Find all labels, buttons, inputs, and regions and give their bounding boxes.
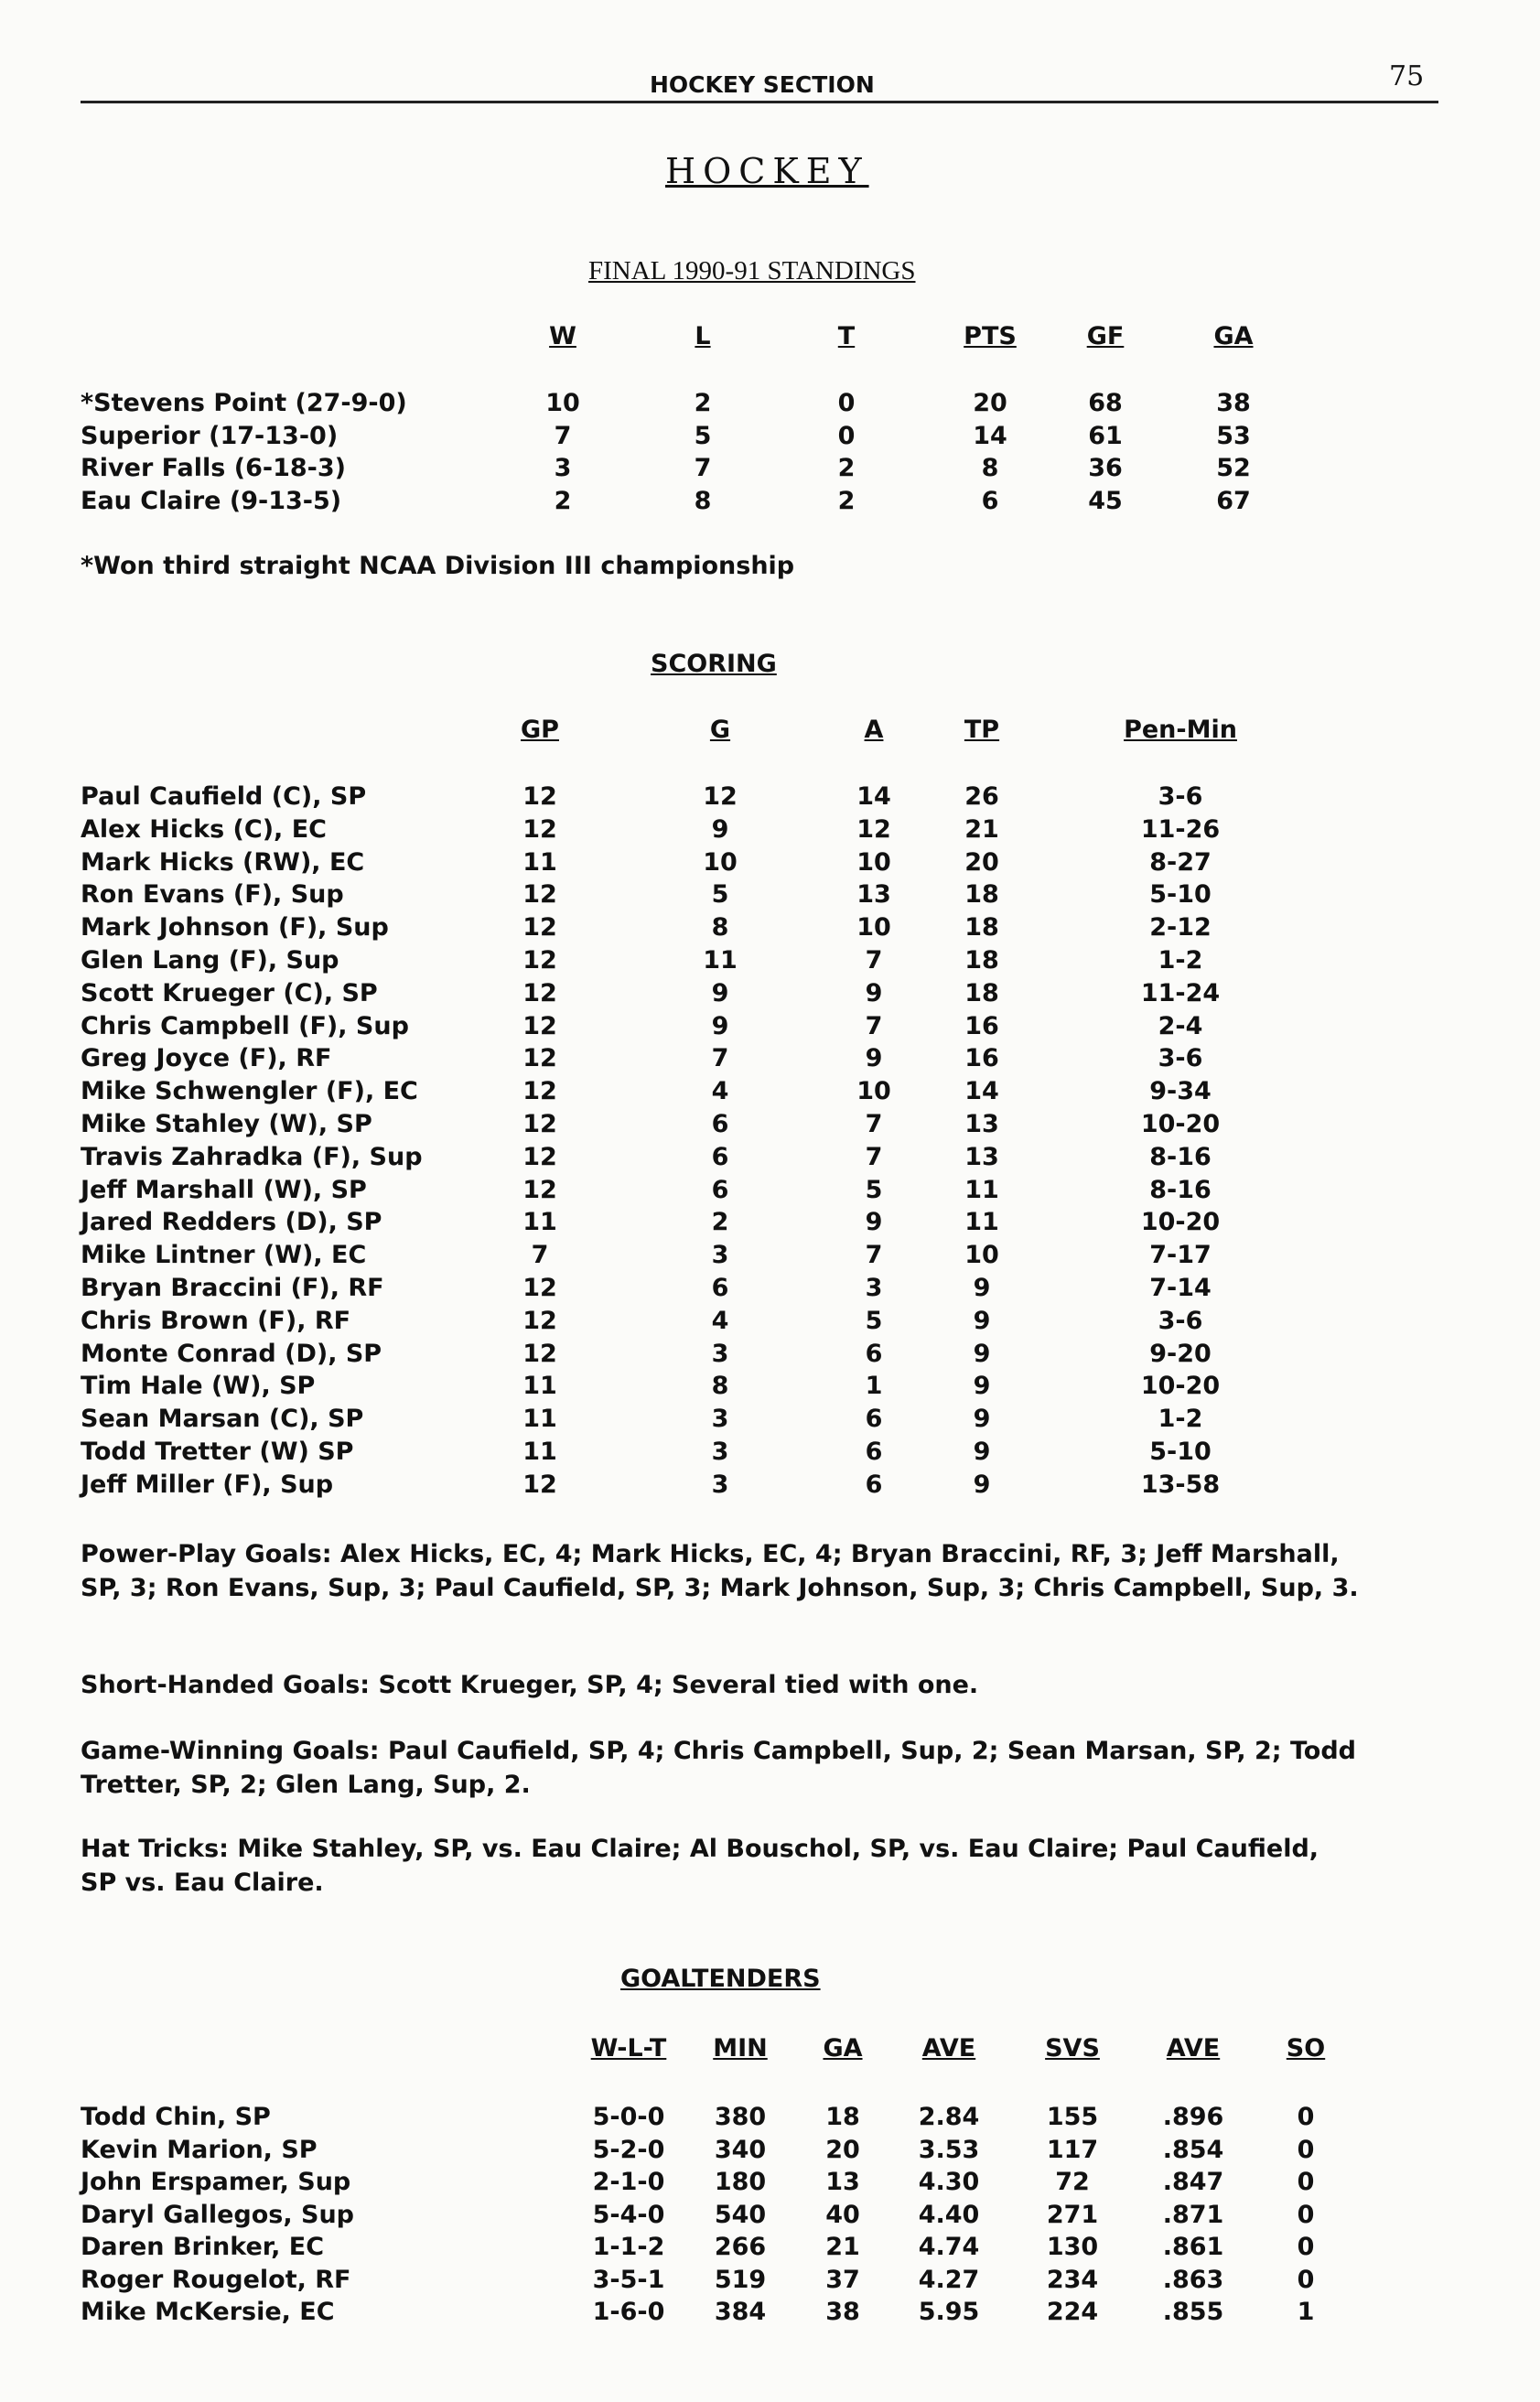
standings-footnote: *Won third straight NCAA Division III championship [81, 552, 795, 580]
goaltender-row-cell: 3.53 [918, 2135, 980, 2164]
scoring-row-cell: 7-14 [1149, 1274, 1212, 1302]
scoring-row-name: Mike Schwengler (F), EC [81, 1077, 418, 1106]
goaltender-row-cell: .863 [1162, 2265, 1224, 2294]
scoring-row-cell: 9 [973, 1405, 991, 1434]
scoring-row-cell: 5-10 [1149, 1438, 1212, 1466]
scoring-row-cell: 10-20 [1140, 1372, 1221, 1401]
scoring-row-cell: 5 [865, 1306, 883, 1335]
scoring-row-name: Mark Johnson (F), Sup [81, 913, 389, 942]
goaltender-row-cell: 224 [1046, 2298, 1099, 2326]
goaltender-row-cell: 266 [714, 2233, 767, 2261]
scoring-row-cell: 11 [522, 1208, 557, 1237]
scoring-row-cell: 8 [711, 913, 729, 942]
standings-row-cell: 8 [694, 486, 712, 515]
scoring-row-cell: 6 [865, 1470, 883, 1499]
page-title: HOCKEY [665, 151, 869, 191]
scoring-row-cell: 9-34 [1149, 1077, 1212, 1106]
goaltender-row-cell: 380 [714, 2103, 767, 2131]
goaltender-row-name: Mike McKersie, EC [81, 2298, 335, 2326]
standings-row-cell: 14 [973, 421, 1007, 450]
scoring-row-cell: 4 [711, 1306, 729, 1335]
scoring-row-cell: 8-16 [1149, 1142, 1212, 1171]
scoring-row-cell: 6 [865, 1438, 883, 1466]
scoring-row-cell: 14 [964, 1077, 999, 1106]
scoring-row-cell: 14 [856, 782, 891, 811]
scoring-row-cell: 11 [522, 847, 557, 877]
goaltender-row-cell: 340 [714, 2135, 767, 2164]
page-number: 75 [1389, 60, 1425, 92]
column-header: GA [1213, 322, 1254, 350]
scoring-row-name: Bryan Braccini (F), RF [81, 1274, 384, 1302]
goaltender-row-cell: 20 [825, 2135, 860, 2164]
goaltender-row-name: Daren Brinker, EC [81, 2233, 325, 2261]
scoring-row-name: Monte Conrad (D), SP [81, 1339, 382, 1368]
scoring-row-cell: 21 [964, 814, 999, 844]
scoring-row-cell: 13 [964, 1142, 999, 1171]
scoring-row-name: Scott Krueger (C), SP [81, 978, 378, 1007]
goaltenders-heading: GOALTENDERS [620, 1965, 821, 1993]
scoring-row-cell: 7 [865, 946, 883, 975]
scoring-row-cell: 4 [711, 1077, 729, 1106]
scoring-row-cell: 11 [522, 1438, 557, 1466]
scoring-row-cell: 12 [522, 1175, 557, 1204]
scoring-row-cell: 8-27 [1149, 847, 1212, 877]
scoring-row-cell: 7 [531, 1241, 549, 1270]
scoring-row-cell: 7-17 [1149, 1241, 1212, 1270]
scoring-row-cell: 3-6 [1158, 1306, 1203, 1335]
short-handed-goals: Short-Handed Goals: Scott Krueger, SP, 4; Several tied with one. [81, 1671, 979, 1699]
scoring-row-cell: 9 [711, 814, 729, 844]
scoring-row-cell: 9 [973, 1306, 991, 1335]
scoring-row-cell: 10 [856, 1077, 891, 1106]
goaltender-row-cell: .861 [1162, 2233, 1224, 2261]
standings-row-cell: 2 [837, 486, 856, 515]
goaltender-row-cell: 1 [1297, 2298, 1315, 2326]
goaltender-row-cell: .896 [1162, 2103, 1224, 2131]
scoring-row-cell: 10 [703, 847, 738, 877]
scoring-row-cell: 12 [522, 880, 557, 910]
scoring-row-cell: 9 [711, 1011, 729, 1040]
standings-row-cell: 2 [837, 454, 856, 482]
standings-row-name: Eau Claire (9-13-5) [81, 486, 342, 515]
goaltender-row-cell: 271 [1046, 2200, 1099, 2229]
column-header: T [837, 322, 856, 350]
scoring-row-cell: 6 [711, 1274, 729, 1302]
goaltender-row-cell: 72 [1055, 2168, 1090, 2196]
scoring-row-cell: 12 [522, 1011, 557, 1040]
scoring-row-cell: 3-6 [1158, 1044, 1203, 1073]
scoring-row-cell: 20 [964, 847, 999, 877]
scoring-row-cell: 5 [711, 880, 729, 910]
standings-row-cell: 53 [1216, 421, 1251, 450]
scoring-row-cell: 12 [522, 782, 557, 811]
goaltender-row-cell: 5-2-0 [592, 2135, 665, 2164]
scoring-row-cell: 26 [964, 782, 999, 811]
scoring-row-cell: 12 [522, 1142, 557, 1171]
scoring-row-cell: 10-20 [1140, 1110, 1221, 1138]
scoring-row-cell: 3 [865, 1274, 883, 1302]
column-header: GF [1086, 322, 1125, 350]
scoring-row-cell: 2-12 [1149, 913, 1212, 942]
goaltender-row-cell: 40 [825, 2200, 860, 2229]
scoring-row-cell: 12 [522, 946, 557, 975]
column-header: SO [1286, 2034, 1326, 2063]
goaltender-row-cell: 38 [825, 2298, 860, 2326]
goaltender-row-cell: 13 [825, 2168, 860, 2196]
scoring-row-cell: 12 [522, 913, 557, 942]
scoring-row-cell: 13 [856, 880, 891, 910]
standings-row-name: *Stevens Point (27-9-0) [81, 389, 407, 417]
scoring-row-cell: 12 [522, 978, 557, 1007]
goaltender-row-cell: 5.95 [918, 2298, 980, 2326]
goaltender-row-name: Daryl Gallegos, Sup [81, 2200, 355, 2229]
standings-row-cell: 7 [694, 454, 712, 482]
scoring-row-cell: 3 [711, 1470, 729, 1499]
scoring-row-name: Chris Campbell (F), Sup [81, 1011, 409, 1040]
power-play-goals: Power-Play Goals: Alex Hicks, EC, 4; Mark Hicks, EC, 4; Bryan Braccini, RF, 3; Jeff Marshall, SP, 3; Ron Evans, Sup, 3; Paul Caufield, SP, 3; Mark Johnson, Sup, 3; Chris Campbell, Sup, 3. [81, 1540, 1359, 1602]
scoring-row-cell: 2 [711, 1208, 729, 1237]
column-header: PTS [964, 322, 1017, 350]
scoring-row-cell: 9-20 [1149, 1339, 1212, 1368]
scoring-row-name: Paul Caufield (C), SP [81, 782, 367, 811]
goaltender-row-cell: 37 [825, 2265, 860, 2294]
header-rule [81, 101, 1438, 103]
scoring-row-name: Jared Redders (D), SP [81, 1208, 382, 1237]
scoring-row-cell: 11 [522, 1405, 557, 1434]
goaltender-row-cell: 384 [714, 2298, 767, 2326]
goaltender-row-cell: 4.74 [918, 2233, 980, 2261]
standings-row-cell: 68 [1088, 389, 1123, 417]
scoring-row-cell: 12 [522, 1044, 557, 1073]
goaltender-row-cell: 0 [1297, 2168, 1315, 2196]
scoring-row-cell: 8-16 [1149, 1175, 1212, 1204]
standings-row-cell: 36 [1088, 454, 1123, 482]
goaltender-row-cell: .871 [1162, 2200, 1224, 2229]
scoring-row-cell: 7 [865, 1142, 883, 1171]
standings-heading: FINAL 1990-91 STANDINGS [588, 256, 916, 285]
section-header: HOCKEY SECTION [650, 71, 875, 98]
scoring-row-cell: 11 [703, 946, 738, 975]
scoring-row-name: Mark Hicks (RW), EC [81, 847, 365, 877]
goaltender-row-cell: 1-1-2 [592, 2233, 665, 2261]
scoring-row-cell: 16 [964, 1044, 999, 1073]
scoring-row-cell: 9 [865, 1044, 883, 1073]
scoring-row-name: Travis Zahradka (F), Sup [81, 1142, 423, 1171]
standings-row-cell: 45 [1088, 486, 1123, 515]
scoring-row-cell: 10-20 [1140, 1208, 1221, 1237]
goaltender-row-cell: 519 [714, 2265, 767, 2294]
goaltender-row-cell: 21 [825, 2233, 860, 2261]
standings-row-name: Superior (17-13-0) [81, 421, 339, 450]
scoring-row-name: Jeff Miller (F), Sup [81, 1470, 334, 1499]
scoring-row-cell: 18 [964, 946, 999, 975]
column-header: GP [521, 716, 559, 744]
goaltender-row-cell: 117 [1046, 2135, 1099, 2164]
scoring-row-cell: 3-6 [1158, 782, 1203, 811]
scoring-row-cell: 8 [711, 1372, 729, 1401]
hat-tricks: Hat Tricks: Mike Stahley, SP, vs. Eau Claire; Al Bouschol, SP, vs. Eau Claire; Paul Caufield, SP vs. Eau Claire. [81, 1835, 1319, 1897]
scoring-row-cell: 11 [522, 1372, 557, 1401]
standings-row-cell: 10 [545, 389, 580, 417]
scoring-row-name: Mike Lintner (W), EC [81, 1241, 367, 1270]
scoring-row-name: Glen Lang (F), Sup [81, 946, 339, 975]
goaltender-row-cell: 130 [1046, 2233, 1099, 2261]
scoring-row-name: Alex Hicks (C), EC [81, 814, 327, 844]
scoring-row-name: Todd Tretter (W) SP [81, 1438, 354, 1466]
standings-row-cell: 2 [694, 389, 712, 417]
goaltender-row-cell: 3-5-1 [592, 2265, 665, 2294]
column-header: Pen-Min [1124, 716, 1237, 744]
goaltender-row-name: Kevin Marion, SP [81, 2135, 318, 2164]
standings-row-cell: 2 [554, 486, 572, 515]
standings-row-cell: 61 [1088, 421, 1123, 450]
standings-row-cell: 5 [694, 421, 712, 450]
scoring-row-cell: 5 [865, 1175, 883, 1204]
standings-row-cell: 20 [973, 389, 1007, 417]
scoring-row-cell: 10 [856, 847, 891, 877]
goaltender-row-cell: 0 [1297, 2200, 1315, 2229]
scoring-row-cell: 3 [711, 1339, 729, 1368]
scoring-row-cell: 3 [711, 1405, 729, 1434]
column-header: L [695, 322, 711, 350]
goaltender-row-cell: 540 [714, 2200, 767, 2229]
goaltender-row-cell: 155 [1046, 2103, 1099, 2131]
column-header: W [549, 322, 576, 350]
goaltender-row-cell: 2.84 [918, 2103, 980, 2131]
scoring-row-cell: 1-2 [1158, 1405, 1203, 1434]
scoring-row-cell: 12 [522, 1274, 557, 1302]
goaltender-row-name: Roger Rougelot, RF [81, 2265, 351, 2294]
standings-row-name: River Falls (6-18-3) [81, 454, 346, 482]
scoring-row-name: Chris Brown (F), RF [81, 1306, 351, 1335]
scoring-row-name: Mike Stahley (W), SP [81, 1110, 372, 1138]
goaltender-row-cell: 2-1-0 [592, 2168, 665, 2196]
goaltender-row-cell: 4.27 [918, 2265, 980, 2294]
goaltender-row-cell: .855 [1162, 2298, 1224, 2326]
scoring-row-cell: 6 [711, 1110, 729, 1138]
column-header: SVS [1045, 2034, 1100, 2063]
scoring-row-name: Ron Evans (F), Sup [81, 880, 344, 910]
scoring-row-cell: 7 [865, 1241, 883, 1270]
scoring-row-cell: 12 [856, 814, 891, 844]
scoring-row-cell: 18 [964, 880, 999, 910]
goaltender-row-cell: 0 [1297, 2135, 1315, 2164]
goaltender-row-cell: 0 [1297, 2233, 1315, 2261]
goaltender-row-cell: 0 [1297, 2265, 1315, 2294]
scoring-row-cell: 9 [973, 1372, 991, 1401]
scoring-row-cell: 3 [711, 1241, 729, 1270]
goaltender-row-cell: 5-0-0 [592, 2103, 665, 2131]
scoring-row-cell: 12 [522, 1077, 557, 1106]
scoring-row-cell: 9 [973, 1438, 991, 1466]
column-header: GA [823, 2034, 863, 2063]
goaltender-row-name: Todd Chin, SP [81, 2103, 271, 2131]
column-header: W-L-T [590, 2034, 667, 2063]
scoring-row-cell: 16 [964, 1011, 999, 1040]
scoring-row-cell: 6 [865, 1339, 883, 1368]
scoring-row-cell: 9 [973, 1274, 991, 1302]
scoring-row-cell: 9 [973, 1339, 991, 1368]
standings-row-cell: 6 [981, 486, 999, 515]
goaltender-row-name: John Erspamer, Sup [81, 2168, 351, 2196]
scoring-row-cell: 7 [865, 1011, 883, 1040]
goaltender-row-cell: 4.40 [918, 2200, 980, 2229]
standings-row-cell: 8 [981, 454, 999, 482]
scoring-row-cell: 6 [865, 1405, 883, 1434]
standings-row-cell: 52 [1216, 454, 1251, 482]
goaltender-row-cell: 5-4-0 [592, 2200, 665, 2229]
scoring-row-cell: 9 [865, 1208, 883, 1237]
scoring-row-cell: 1 [865, 1372, 883, 1401]
goaltender-row-cell: 18 [825, 2103, 860, 2131]
scoring-row-cell: 18 [964, 913, 999, 942]
scoring-row-name: Jeff Marshall (W), SP [81, 1175, 367, 1204]
scoring-row-cell: 5-10 [1149, 880, 1212, 910]
standings-row-cell: 38 [1216, 389, 1251, 417]
scoring-row-name: Sean Marsan (C), SP [81, 1405, 364, 1434]
scoring-row-cell: 12 [703, 782, 738, 811]
scoring-row-cell: 13-58 [1140, 1470, 1221, 1499]
scoring-row-cell: 6 [711, 1175, 729, 1204]
scoring-row-cell: 11-24 [1140, 978, 1221, 1007]
standings-row-cell: 0 [837, 421, 856, 450]
scoring-row-cell: 12 [522, 1110, 557, 1138]
scoring-row-cell: 9 [711, 978, 729, 1007]
scoring-row-cell: 11 [964, 1175, 999, 1204]
scoring-row-cell: 12 [522, 1306, 557, 1335]
scoring-row-cell: 13 [964, 1110, 999, 1138]
goaltender-row-cell: 4.30 [918, 2168, 980, 2196]
scoring-row-cell: 9 [865, 978, 883, 1007]
scoring-row-cell: 10 [856, 913, 891, 942]
scoring-heading: SCORING [651, 650, 777, 678]
goaltender-row-cell: .854 [1162, 2135, 1224, 2164]
standings-row-cell: 7 [554, 421, 572, 450]
column-header: MIN [713, 2034, 768, 2063]
scoring-row-cell: 11-26 [1140, 814, 1221, 844]
column-header: A [864, 716, 884, 744]
goaltender-row-cell: 180 [714, 2168, 767, 2196]
column-header: G [709, 716, 731, 744]
scoring-row-cell: 3 [711, 1438, 729, 1466]
goaltender-row-cell: .847 [1162, 2168, 1224, 2196]
scoring-row-cell: 10 [964, 1241, 999, 1270]
scoring-row-cell: 1-2 [1158, 946, 1203, 975]
scoring-row-cell: 6 [711, 1142, 729, 1171]
standings-row-cell: 0 [837, 389, 856, 417]
scoring-row-name: Greg Joyce (F), RF [81, 1044, 332, 1073]
scoring-row-cell: 12 [522, 814, 557, 844]
scoring-row-cell: 11 [964, 1208, 999, 1237]
scoring-row-cell: 9 [973, 1470, 991, 1499]
goaltender-row-cell: 1-6-0 [592, 2298, 665, 2326]
game-winning-goals: Game-Winning Goals: Paul Caufield, SP, 4; Chris Campbell, Sup, 2; Sean Marsan, SP, 2; Todd Tretter, SP, 2; Glen Lang, Sup, 2. [81, 1737, 1356, 1799]
standings-row-cell: 3 [554, 454, 572, 482]
goaltender-row-cell: 234 [1046, 2265, 1099, 2294]
standings-row-cell: 67 [1216, 486, 1251, 515]
goaltender-row-cell: 0 [1297, 2103, 1315, 2131]
column-header: TP [964, 716, 1000, 744]
scoring-row-cell: 7 [865, 1110, 883, 1138]
scoring-row-name: Tim Hale (W), SP [81, 1372, 316, 1401]
column-header: AVE [921, 2034, 976, 2063]
column-header: AVE [1166, 2034, 1221, 2063]
scoring-row-cell: 12 [522, 1339, 557, 1368]
scoring-row-cell: 7 [711, 1044, 729, 1073]
scoring-row-cell: 2-4 [1158, 1011, 1203, 1040]
scoring-row-cell: 12 [522, 1470, 557, 1499]
scoring-row-cell: 18 [964, 978, 999, 1007]
